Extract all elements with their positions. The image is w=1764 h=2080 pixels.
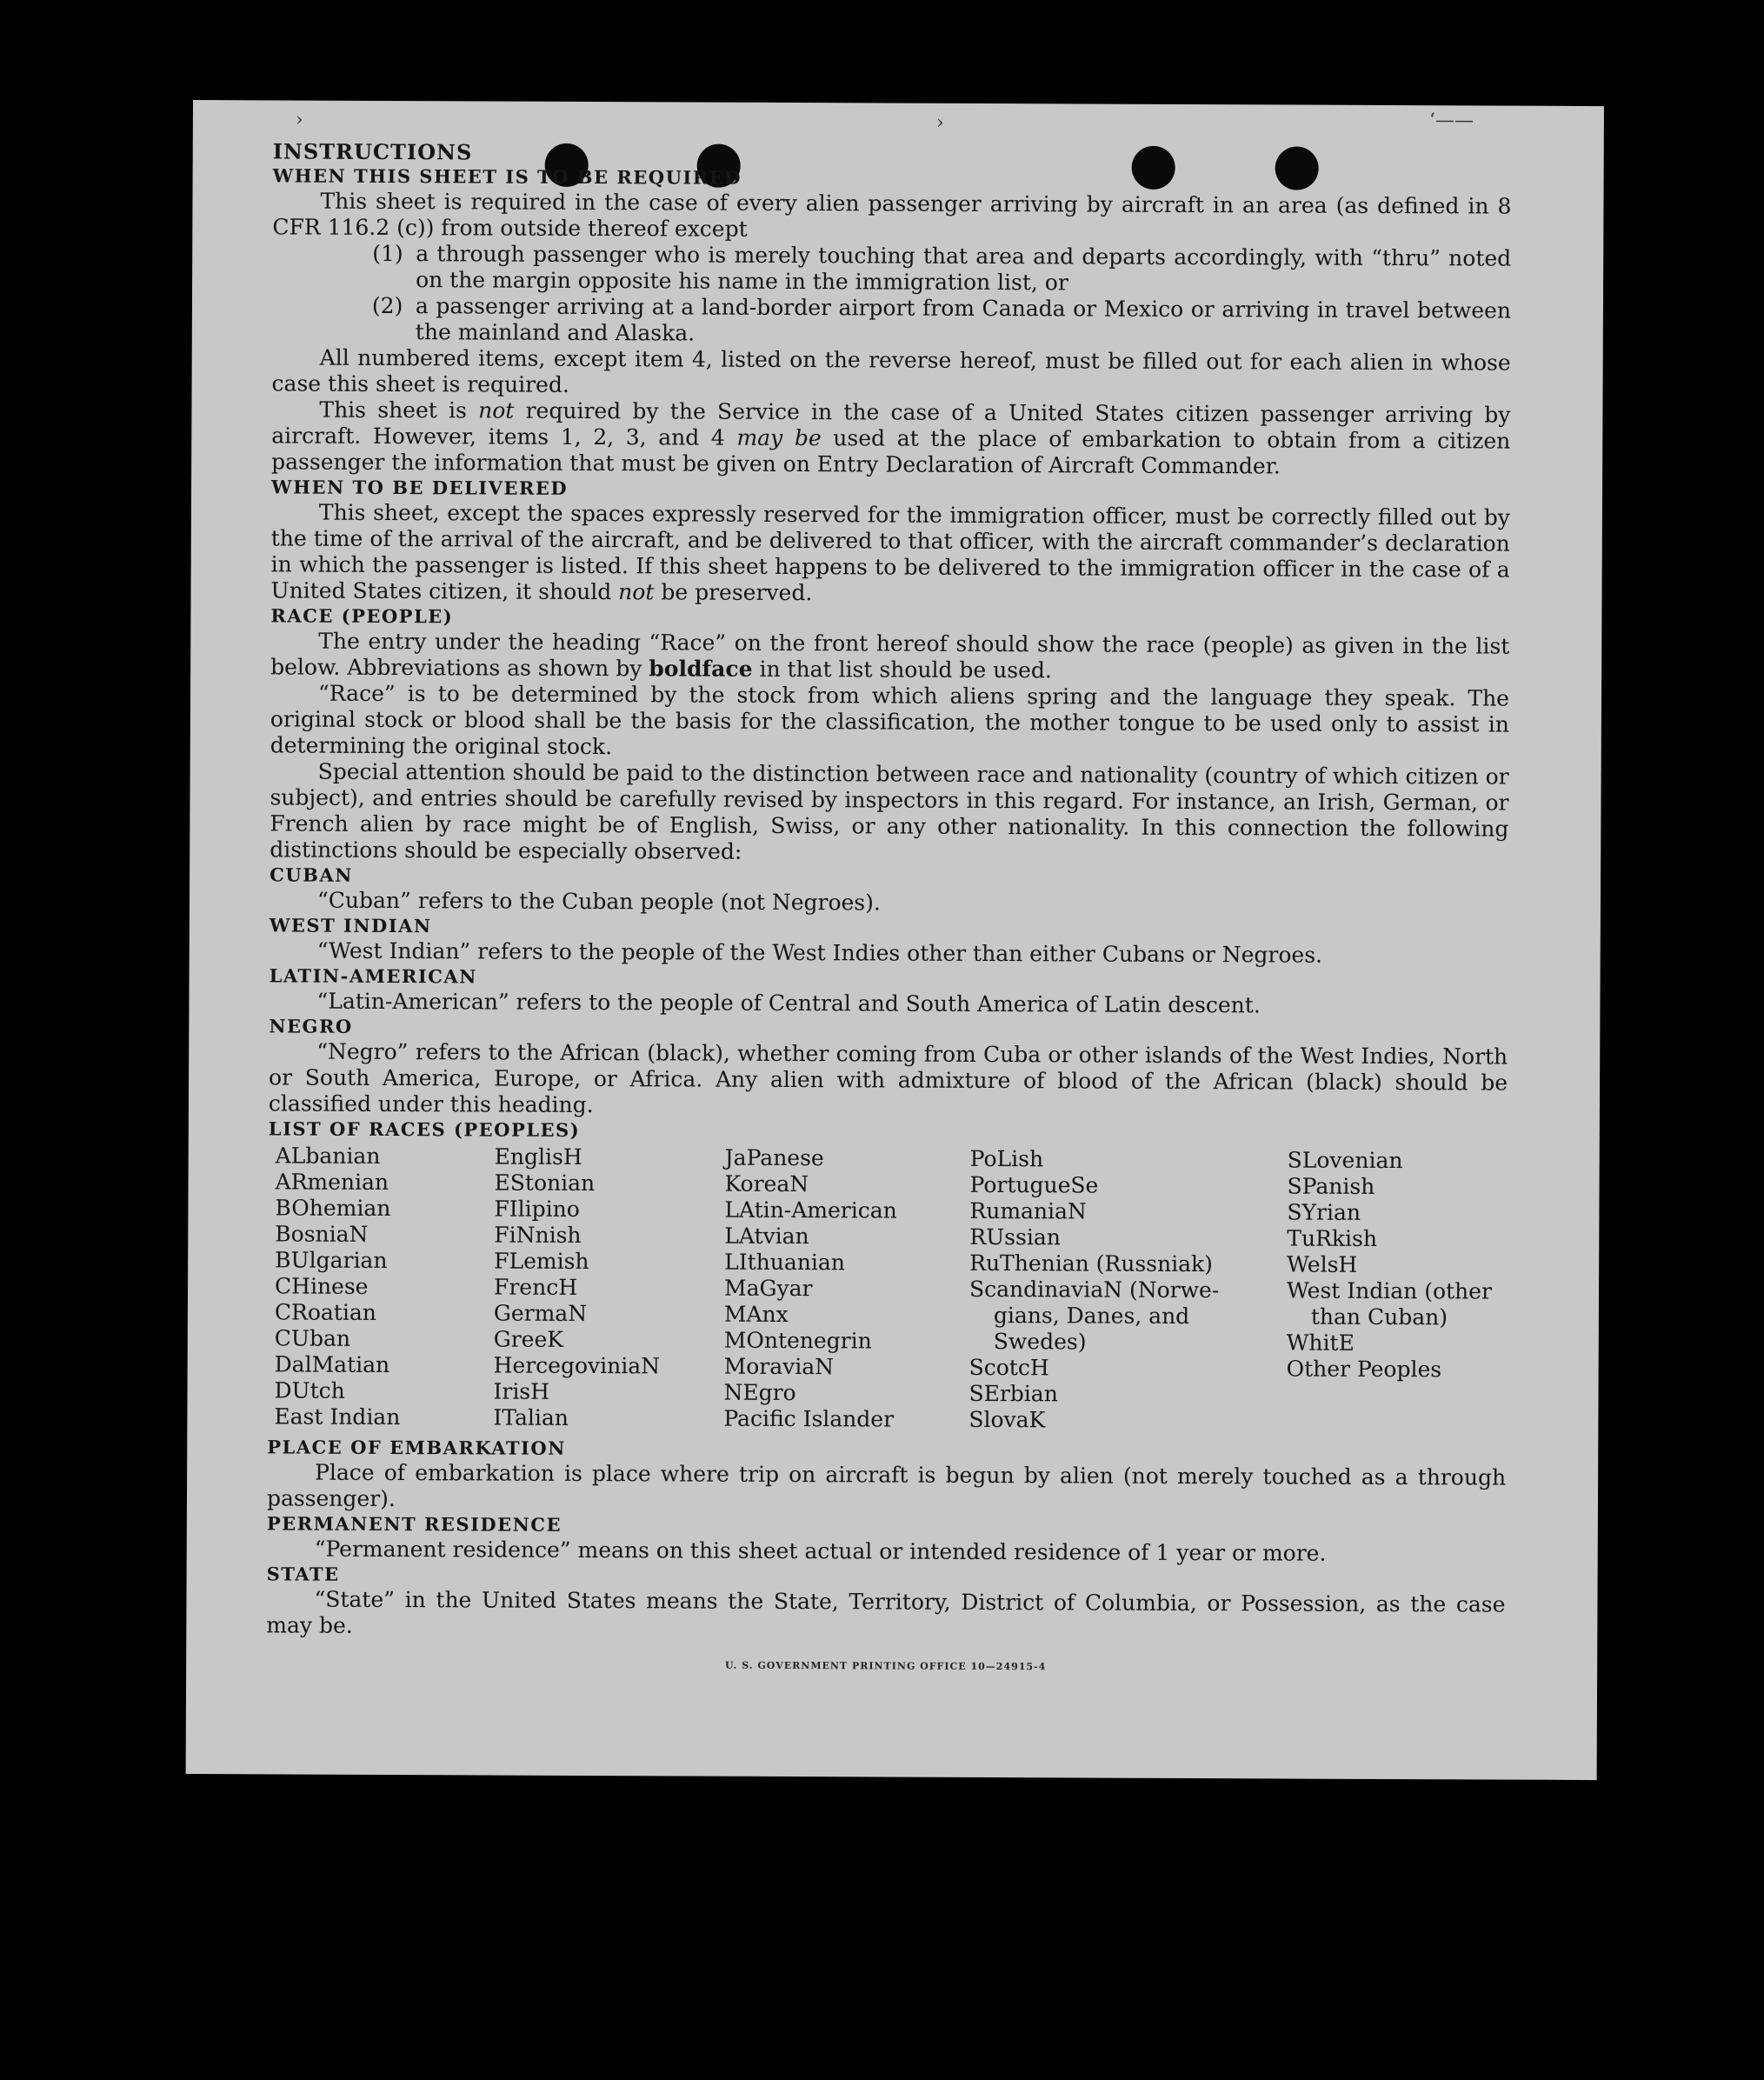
race-item: MAnx bbox=[723, 1301, 789, 1328]
race-item: SYrian bbox=[1287, 1199, 1361, 1225]
race-item: DUtch bbox=[274, 1377, 345, 1403]
race-item: LAtvian bbox=[724, 1223, 809, 1250]
race-item: LIthuanian bbox=[724, 1249, 845, 1276]
race-item: MoraviaN bbox=[723, 1353, 835, 1380]
race-item: PoLish bbox=[969, 1145, 1044, 1172]
scan-mark: › bbox=[295, 109, 303, 131]
exception-number: (1) bbox=[372, 240, 403, 267]
paragraph-required-intro: This sheet is required in the case of every alien passenger arriving by aircraft in an area (as defined in 8 CFR 116.2 (c)) from outside thereof except bbox=[272, 188, 1512, 242]
race-item: RuThenian (Russniak) bbox=[969, 1250, 1214, 1277]
exception-text: a through passenger who is merely touching that area and departs accordingly, with “thru” noted on the margin opposite his name in the immigration list, or bbox=[416, 241, 1512, 296]
race-item: gians, Danes, and bbox=[993, 1303, 1190, 1330]
race-item: KoreaN bbox=[724, 1170, 809, 1197]
heading-west-indian: WEST INDIAN bbox=[269, 914, 432, 937]
heading-embarkation: PLACE OF EMBARKATION bbox=[267, 1436, 566, 1459]
race-item: SPanish bbox=[1287, 1173, 1375, 1199]
exception-number: (2) bbox=[371, 292, 403, 319]
race-item: Pacific Islander bbox=[723, 1405, 895, 1432]
paragraph-latin-american: “Latin-American” refers to the people of Central and South America of Latin descent. bbox=[316, 988, 1261, 1018]
race-item: LAtin-American bbox=[724, 1197, 897, 1223]
race-item: BUlgarian bbox=[275, 1247, 388, 1273]
race-item: FLemish bbox=[494, 1248, 589, 1275]
race-item: BOhemian bbox=[275, 1195, 391, 1222]
race-item: ScotcH bbox=[969, 1354, 1049, 1381]
paragraph-numbered-items: All numbered items, except item 4, listed on the reverse hereof, must be filled out for each alien in whose case this sheet is required. bbox=[271, 344, 1511, 397]
paragraph-embarkation: Place of embarkation is place where trip on aircraft is begun by alien (not merely touched as a through passenger). bbox=[266, 1459, 1507, 1512]
race-item: CRoatian bbox=[274, 1299, 376, 1325]
race-item: West Indian (other bbox=[1286, 1277, 1493, 1304]
scan-mark: › bbox=[935, 111, 944, 134]
race-item: TuRkish bbox=[1287, 1225, 1378, 1251]
paragraph-negro: “Negro” refers to the African (black), whether coming from Cuba or other islands of the West Indies, North or South America, Europe, or Africa. Any alien with admixture of blood of the African (black) should be classified under this heading. bbox=[268, 1038, 1508, 1118]
race-item: DalMatian bbox=[274, 1351, 390, 1378]
exceptions-list bbox=[272, 240, 1512, 350]
race-item: EStonian bbox=[494, 1170, 596, 1197]
printer-imprint: U. S. GOVERNMENT PRINTING OFFICE 10—24915-4 bbox=[724, 1659, 1047, 1673]
instructions-content bbox=[266, 139, 1512, 1682]
race-item: GreeK bbox=[493, 1326, 564, 1352]
races-column bbox=[969, 1146, 1287, 1435]
race-item: Swedes) bbox=[993, 1329, 1087, 1355]
race-item: BosniaN bbox=[275, 1221, 369, 1247]
page-title: INSTRUCTIONS bbox=[272, 138, 473, 165]
document-sheet bbox=[186, 100, 1604, 1780]
race-item: than Cuban) bbox=[1310, 1303, 1448, 1330]
paragraph-citizen: This sheet is not required by the Service in the case of a United States citizen passenger arriving by aircraft. However, items 1, 2, 3, and 4 may be used at the place of embarkation to obtain from a citizen passenger the information that must be given on Entry Declaration of Aircraft Commander. bbox=[271, 397, 1511, 479]
race-item: HercegoviniaN bbox=[493, 1352, 661, 1379]
race-item: RUssian bbox=[969, 1223, 1061, 1250]
heading-list-of-races: LIST OF RACES (PEOPLES) bbox=[268, 1117, 581, 1141]
race-item: RumaniaN bbox=[969, 1197, 1087, 1224]
race-item: FrencH bbox=[493, 1274, 578, 1300]
paragraph-permanent-residence: “Permanent residence” means on this sheet actual or intended residence of 1 year or more. bbox=[314, 1536, 1327, 1566]
race-item: IrisH bbox=[493, 1378, 550, 1404]
race-item: CHinese bbox=[274, 1273, 369, 1299]
race-item: FiNnish bbox=[494, 1222, 582, 1248]
heading-latin-american: LATIN-AMERICAN bbox=[269, 964, 477, 988]
race-item: NEgro bbox=[723, 1379, 796, 1406]
paragraph-cuban: “Cuban” refers to the Cuban people (not Negroes). bbox=[316, 887, 881, 916]
race-item: ScandinaviaN (Norwe- bbox=[969, 1276, 1220, 1303]
race-item: ALbanian bbox=[275, 1143, 381, 1169]
race-item: Other Peoples bbox=[1286, 1356, 1442, 1383]
scan-mark: ‘—— bbox=[1428, 110, 1474, 132]
race-item: CUban bbox=[274, 1325, 351, 1351]
races-column bbox=[274, 1143, 494, 1430]
heading-cuban: CUBAN bbox=[270, 863, 353, 886]
race-item: MOntenegrin bbox=[723, 1327, 872, 1354]
paragraph-state: “State” in the United States means the State, Territory, District of Columbia, or Possession, as the case may be. bbox=[266, 1586, 1506, 1638]
race-item: SErbian bbox=[969, 1380, 1058, 1407]
race-item: SlovaK bbox=[969, 1406, 1046, 1433]
race-item: SLovenian bbox=[1287, 1147, 1403, 1174]
exception-item bbox=[372, 241, 1511, 298]
races-column bbox=[493, 1144, 724, 1432]
paragraph-race-nationality: Special attention should be paid to the distinction between race and nationality (country of which citizen or subject), and entries should be carefully revised by inspectors in this regard. For instance, an Irish, German, or French alien by race might be of English, Swiss, or any other nationality. In this connection the following distinctions should be especially observed: bbox=[270, 758, 1509, 864]
races-column bbox=[723, 1145, 969, 1433]
races-column bbox=[1286, 1148, 1504, 1436]
race-item: GermaN bbox=[493, 1300, 588, 1326]
paragraph-race-entry: The entry under the heading “Race” on the front hereof should show the race (people) as given in the list below. Abbreviations as shown by boldface in that list should be used. bbox=[270, 628, 1510, 683]
paragraph-race-determination: “Race” is to be determined by the stock from which aliens spring and the language they speak. The original stock or blood shall be the basis for the classification, the mother tongue to be used only to assist in determining the original stock. bbox=[270, 680, 1510, 760]
race-item: JaPanese bbox=[724, 1144, 824, 1171]
paragraph-delivery: This sheet, except the spaces expressly reserved for the immigration officer, must be correctly filled out by the time of the arrival of the aircraft, and be delivered to that officer, with the aircraft commander’s declaration in which the passenger is listed. If this sheet happens to be delivered to the immigration officer in the case of a United States citizen, it should not be preserved. bbox=[270, 499, 1510, 606]
race-item: ARmenian bbox=[275, 1169, 389, 1195]
races-table bbox=[274, 1143, 1507, 1435]
race-item: EnglisH bbox=[494, 1143, 582, 1170]
heading-permanent-residence: PERMANENT RESIDENCE bbox=[266, 1512, 562, 1536]
race-item: FIlipino bbox=[494, 1196, 580, 1222]
race-item: WelsH bbox=[1287, 1251, 1358, 1277]
heading-when-required: WHEN THIS SHEET IS TO BE REQUIRED bbox=[272, 164, 742, 189]
race-item: PortugueSe bbox=[969, 1171, 1099, 1198]
race-item: WhitE bbox=[1286, 1330, 1355, 1356]
heading-race: RACE (PEOPLE) bbox=[270, 604, 454, 628]
heading-negro: NEGRO bbox=[269, 1015, 353, 1037]
exception-item bbox=[372, 293, 1511, 350]
heading-state: STATE bbox=[266, 1563, 340, 1585]
race-item: East Indian bbox=[274, 1403, 401, 1430]
exception-text: a passenger arriving at a land-border airport from Canada or Mexico or arriving in travel between the mainland and Alaska. bbox=[415, 293, 1512, 346]
heading-when-delivered: WHEN TO BE DELIVERED bbox=[271, 476, 569, 499]
race-item: MaGyar bbox=[723, 1275, 813, 1302]
race-item: ITalian bbox=[493, 1404, 569, 1430]
paragraph-west-indian: “West Indian” refers to the people of the West Indies other than either Cubans or Negroes. bbox=[316, 937, 1323, 968]
